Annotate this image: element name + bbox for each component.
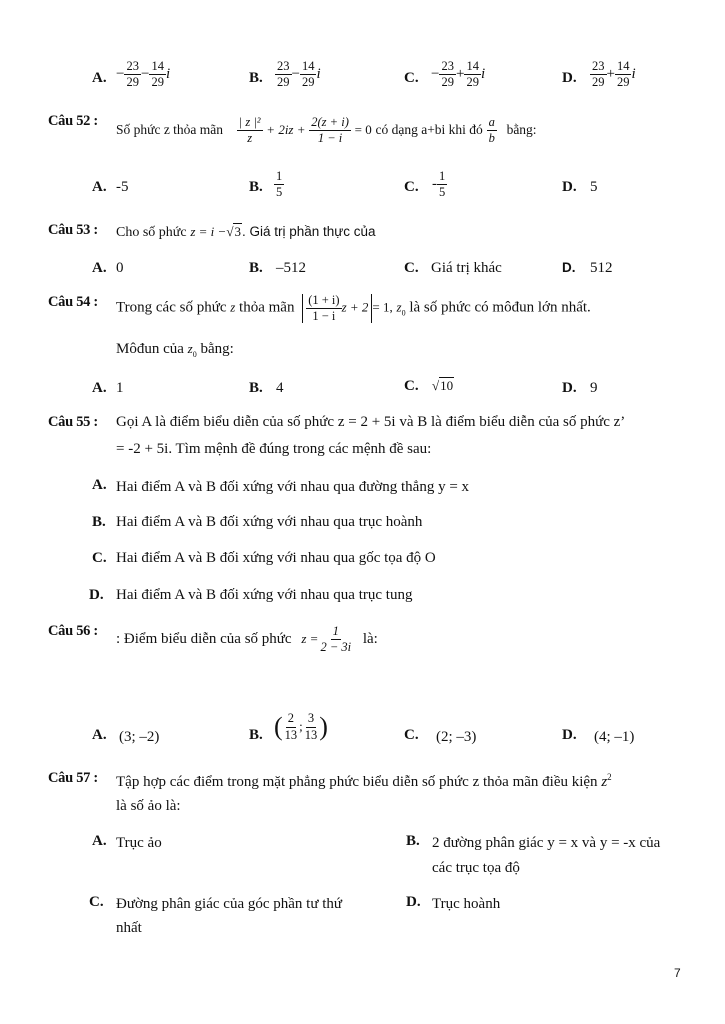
q54-option-d-value: 9 bbox=[590, 380, 598, 396]
q53-option-c-label: C. bbox=[404, 260, 419, 276]
q54-stem-line1: Trong các số phức z thỏa mãn $\frac{(1 + i)}{1 - i}$ z + 2 = 1, $z_0$ là số phức có môđun lớn nhất. bbox=[116, 293, 591, 324]
q53-option-a-label: A. bbox=[92, 260, 107, 276]
q53-option-c-value: Giá trị khác bbox=[431, 260, 502, 276]
q55-stem-line2: = -2 + 5i. Tìm mệnh đề đúng trong các mệnh đề sau: bbox=[116, 441, 432, 457]
q55-option-a-value: Hai điểm A và B đối xứng với nhau qua đường thẳng y = x bbox=[116, 479, 470, 495]
q55-option-d-label: D. bbox=[89, 587, 104, 603]
q57-option-c-line1: Đường phân giác của góc phần tư thứ bbox=[116, 896, 343, 912]
q56-option-b-value: ( $\frac{2}{13}$ ; $\frac{3}{13}$ ) bbox=[274, 711, 328, 742]
q57-option-b-label: B. bbox=[406, 833, 420, 849]
q53-stem: Cho số phức z = i −√3. Giá trị phần thực của bbox=[116, 224, 376, 240]
q56-option-c-value: (2; –3) bbox=[436, 729, 477, 745]
q57-option-d-value: Trục hoành bbox=[432, 896, 501, 912]
q57-option-b-line2: các trục tọa độ bbox=[432, 860, 520, 876]
q53-option-d-value: 512 bbox=[590, 260, 613, 276]
q55-stem-line1: Gọi A là điểm biểu diễn của số phức z = 2 + 5i và B là điểm biểu diễn của số phức z’ bbox=[116, 414, 626, 430]
q53-option-b-label: B. bbox=[249, 260, 263, 276]
q54-option-d-label: D. bbox=[562, 380, 577, 396]
q51-option-d-value: $\frac{23}{29}$ + $\frac{14}{29}$ i bbox=[592, 59, 636, 90]
q56-option-d-label: D. bbox=[562, 727, 577, 743]
q55-option-b-label: B. bbox=[92, 514, 106, 530]
q55-option-a-label: A. bbox=[92, 477, 107, 493]
q53-option-a-value: 0 bbox=[116, 260, 124, 276]
q57-option-b-line1: 2 đường phân giác y = x và y = -x của bbox=[432, 835, 661, 851]
q55-option-b-value: Hai điểm A và B đối xứng với nhau qua trục hoành bbox=[116, 514, 423, 530]
q55-option-d-value: Hai điểm A và B đối xứng với nhau qua trục tung bbox=[116, 587, 413, 603]
q51-option-c-label: C. bbox=[404, 70, 419, 86]
q56-option-b-label: B. bbox=[249, 727, 263, 743]
q53-option-b-value: –512 bbox=[276, 260, 306, 276]
q54-label: Câu 54 : bbox=[48, 294, 98, 310]
q51-option-d-label: D. bbox=[562, 70, 577, 86]
q57-option-a-value: Trục ảo bbox=[116, 835, 162, 851]
q57-option-c-label: C. bbox=[89, 894, 104, 910]
q57-option-a-label: A. bbox=[92, 833, 107, 849]
q57-option-c-line2: nhất bbox=[116, 920, 142, 936]
q53-label: Câu 53 : bbox=[48, 222, 98, 238]
q57-stem-line1: Tập hợp các điểm trong mặt phẳng phức biểu diễn số phức z thỏa mãn điều kiện $z^2$ bbox=[116, 772, 612, 790]
q51-option-a-label: A. bbox=[92, 70, 107, 86]
q54-option-b-label: B. bbox=[249, 380, 263, 396]
q51-option-c-value: − $\frac{23}{29}$ + $\frac{14}{29}$ i bbox=[431, 59, 486, 90]
q55-option-c-label: C. bbox=[92, 550, 107, 566]
q52-option-c-label: C. bbox=[404, 179, 419, 195]
q54-option-a-value: 1 bbox=[116, 380, 124, 396]
page-number: 7 bbox=[674, 966, 681, 980]
q57-label: Câu 57 : bbox=[48, 770, 98, 786]
q56-label: Câu 56 : bbox=[48, 623, 98, 639]
q52-option-d-value: 5 bbox=[590, 179, 598, 195]
q56-option-a-label: A. bbox=[92, 727, 107, 743]
q51-option-b-value: $\frac{23}{29}$ − $\frac{14}{29}$ i bbox=[277, 59, 321, 90]
q54-option-a-label: A. bbox=[92, 380, 107, 396]
q57-stem-line2: là số ảo là: bbox=[116, 798, 181, 814]
q51-option-a-value: − $\frac{23}{29}$ − $\frac{14}{29}$ i bbox=[116, 59, 171, 90]
q52-option-b-value: $\frac{1}{5}$ bbox=[276, 169, 283, 200]
q54-option-b-value: 4 bbox=[276, 380, 284, 396]
q56-option-d-value: (4; –1) bbox=[594, 729, 635, 745]
q54-option-c-value: √10 bbox=[432, 378, 454, 393]
q54-stem-line2: Môđun của $z_0$ bằng: bbox=[116, 341, 234, 359]
q52-option-c-value: - $\frac{1}{5}$ bbox=[432, 169, 446, 200]
q56-stem: : Điểm biểu diễn của số phức z = $\frac{1}{2 - 3i}$ là: bbox=[116, 624, 378, 655]
q57-option-d-label: D. bbox=[406, 894, 421, 910]
q55-label: Câu 55 : bbox=[48, 414, 98, 430]
q51-option-b-label: B. bbox=[249, 70, 263, 86]
q52-option-a-value: -5 bbox=[116, 179, 129, 195]
q52-option-b-label: B. bbox=[249, 179, 263, 195]
q56-option-c-label: C. bbox=[404, 727, 419, 743]
q53-option-d-label: D. bbox=[562, 260, 576, 275]
q52-stem: Số phức z thỏa mãn $\frac{\text{| z |²}}{z}$ + 2iz + $\frac{2(z + i)}{1 - i}$ = 0 có dạng a+bi khi đó $\frac{a}{b}$ bằng: bbox=[116, 115, 537, 146]
q52-option-d-label: D. bbox=[562, 179, 577, 195]
q56-option-a-value: (3; –2) bbox=[119, 729, 160, 745]
q54-option-c-label: C. bbox=[404, 378, 419, 394]
q52-option-a-label: A. bbox=[92, 179, 107, 195]
q52-label: Câu 52 : bbox=[48, 113, 98, 129]
q55-option-c-value: Hai điểm A và B đối xứng với nhau qua gốc tọa độ O bbox=[116, 550, 436, 566]
